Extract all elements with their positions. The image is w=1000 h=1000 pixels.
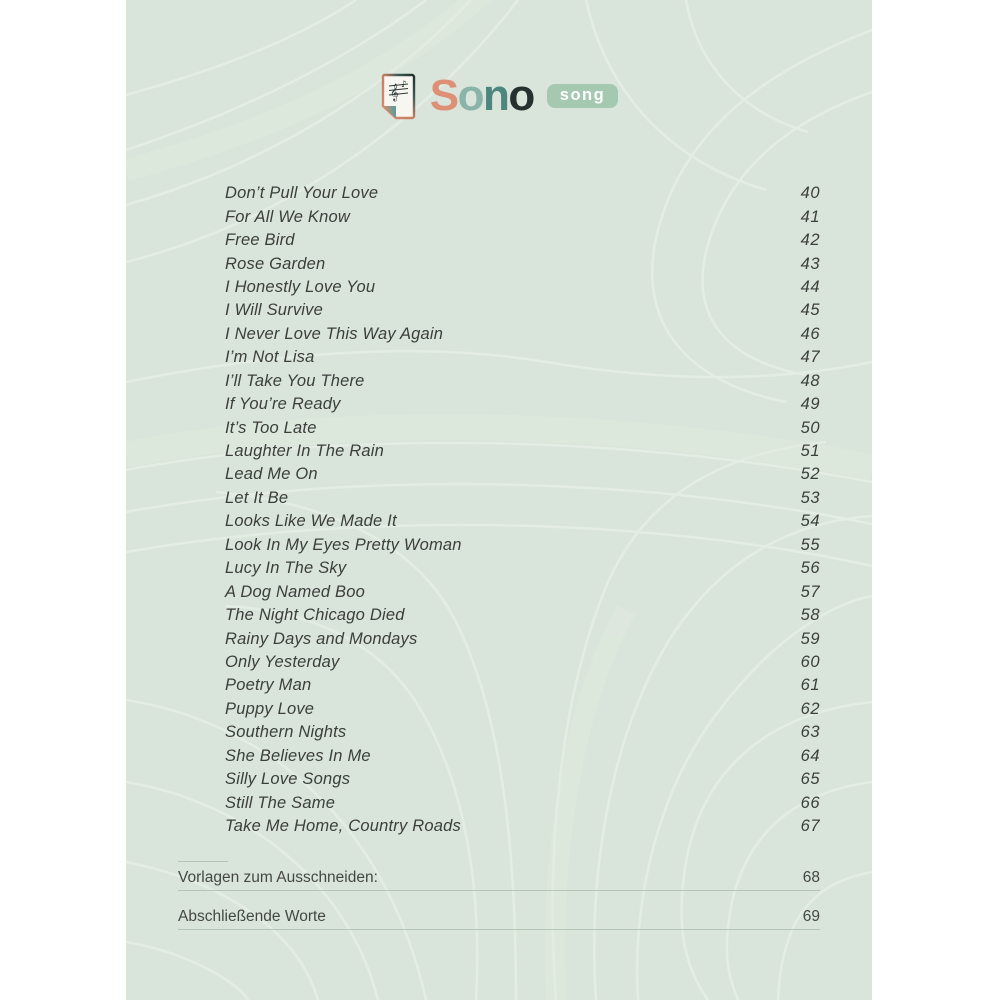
svg-text:𝄞: 𝄞 <box>389 82 399 101</box>
footer-title: Abschließende Worte <box>178 908 326 925</box>
toc-row <box>225 768 820 791</box>
toc-row <box>225 463 820 486</box>
song-title: I’ll Take You There <box>225 371 365 390</box>
song-page-number: 45 <box>800 301 820 320</box>
song-title: Let It Be <box>225 488 289 507</box>
toc-row <box>225 346 820 369</box>
toc-row <box>225 534 820 557</box>
song-title: Look In My Eyes Pretty Woman <box>225 535 462 554</box>
footer-page-number: 68 <box>802 869 820 886</box>
song-page-number: 58 <box>800 606 820 625</box>
song-page-number: 65 <box>800 770 820 789</box>
toc-row <box>225 557 820 580</box>
toc-row <box>225 604 820 627</box>
song-title: Looks Like We Made It <box>225 512 397 531</box>
song-page-number: 46 <box>800 324 820 343</box>
toc-row <box>225 440 820 463</box>
song-page-number: 64 <box>800 746 820 765</box>
toc-row <box>225 299 820 322</box>
song-title: I Honestly Love You <box>225 277 376 296</box>
toc-row <box>225 791 820 814</box>
song-page-number: 66 <box>800 793 820 812</box>
toc-row <box>225 205 820 228</box>
brand-logo <box>126 70 872 122</box>
song-title: Rainy Days and Mondays <box>225 629 418 648</box>
toc-row <box>225 627 820 650</box>
song-page-number: 57 <box>800 582 820 601</box>
song-page-number: 51 <box>800 442 820 461</box>
song-badge: song <box>547 84 618 108</box>
short-divider-line <box>178 861 228 862</box>
song-title: A Dog Named Boo <box>225 582 365 601</box>
brand-name <box>429 71 534 120</box>
song-page-number: 62 <box>800 699 820 718</box>
toc-row <box>225 721 820 744</box>
song-page-number: 50 <box>800 418 820 437</box>
song-title: Poetry Man <box>225 676 312 695</box>
sheet-music-icon <box>380 73 417 120</box>
song-title: Lucy In The Sky <box>225 559 347 578</box>
toc-row <box>225 229 820 252</box>
song-title: Don’t Pull Your Love <box>225 184 379 203</box>
toc-row <box>225 651 820 674</box>
song-title: I Will Survive <box>225 301 323 320</box>
footer-title: Vorlagen zum Ausschneiden: <box>178 869 378 886</box>
toc-row <box>225 487 820 510</box>
toc-row <box>225 674 820 697</box>
toc-row <box>225 323 820 346</box>
song-title: Free Bird <box>225 231 295 250</box>
toc-row <box>225 745 820 768</box>
toc-row <box>225 416 820 439</box>
song-title: Rose Garden <box>225 254 326 273</box>
song-page-number: 42 <box>800 231 820 250</box>
song-page-number: 55 <box>800 535 820 554</box>
song-title: She Believes In Me <box>225 746 371 765</box>
toc-row <box>225 276 820 299</box>
song-title: Still The Same <box>225 793 336 812</box>
svg-text:♪: ♪ <box>400 79 407 90</box>
song-page-number: 59 <box>800 629 820 648</box>
song-page-number: 52 <box>800 465 820 484</box>
song-title: Lead Me On <box>225 465 318 484</box>
song-title: Laughter In The Rain <box>225 442 385 461</box>
brand-letter: n <box>483 71 509 120</box>
toc-row <box>225 510 820 533</box>
song-title: It’s Too Late <box>225 418 317 437</box>
toc-row <box>225 370 820 393</box>
song-title: Southern Nights <box>225 723 347 742</box>
song-title: The Night Chicago Died <box>225 606 405 625</box>
song-title: If You’re Ready <box>225 395 341 414</box>
brand-letter: S <box>429 71 458 120</box>
song-page-number: 49 <box>800 395 820 414</box>
song-page-number: 47 <box>800 348 820 367</box>
brand-letter: o <box>457 71 484 120</box>
song-title: I’m Not Lisa <box>225 348 315 367</box>
footer-row-vorlagen <box>178 866 820 891</box>
song-page-number: 43 <box>800 254 820 273</box>
song-page-number: 63 <box>800 723 820 742</box>
footer-page-number: 69 <box>802 908 820 925</box>
song-title: Silly Love Songs <box>225 770 351 789</box>
brand-letter: o <box>508 71 534 120</box>
footer-row-abschliessende-worte <box>178 905 820 930</box>
toc-row <box>225 393 820 416</box>
song-title: Puppy Love <box>225 699 315 718</box>
toc-row <box>225 252 820 275</box>
table-of-contents-page <box>126 0 872 1000</box>
song-page-number: 61 <box>800 676 820 695</box>
toc-row <box>225 815 820 838</box>
toc-list <box>225 182 820 838</box>
song-page-number: 54 <box>800 512 820 531</box>
toc-row <box>225 698 820 721</box>
song-title: Only Yesterday <box>225 652 340 671</box>
song-page-number: 60 <box>800 652 820 671</box>
toc-row <box>225 580 820 603</box>
toc-row <box>225 182 820 205</box>
song-title: I Never Love This Way Again <box>225 324 444 343</box>
song-title: For All We Know <box>225 207 350 226</box>
song-page-number: 67 <box>800 817 820 836</box>
song-page-number: 48 <box>800 371 820 390</box>
song-page-number: 40 <box>800 184 820 203</box>
song-page-number: 53 <box>800 488 820 507</box>
song-title: Take Me Home, Country Roads <box>225 817 461 836</box>
song-page-number: 56 <box>800 559 820 578</box>
song-page-number: 44 <box>800 277 820 296</box>
song-page-number: 41 <box>800 207 820 226</box>
